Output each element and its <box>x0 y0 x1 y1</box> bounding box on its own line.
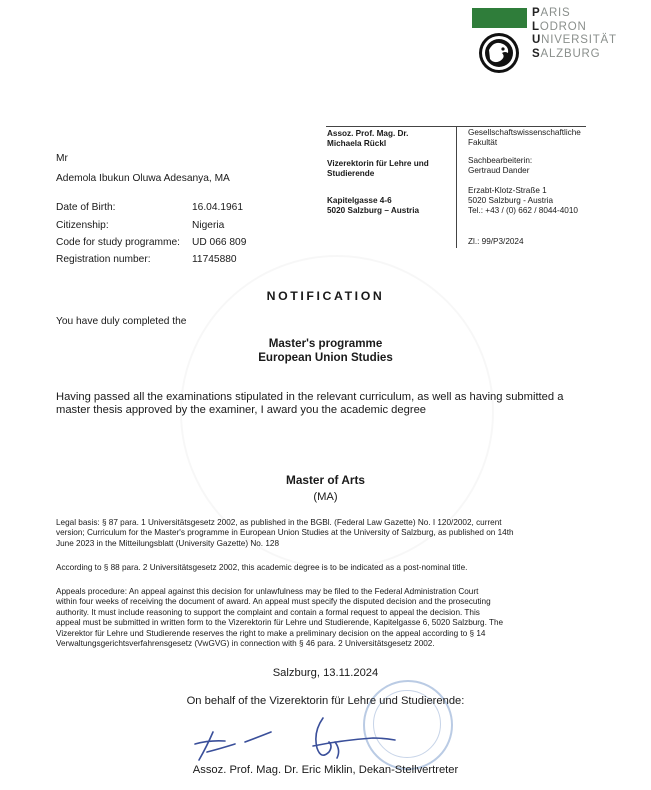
signatory-name: Assoz. Prof. Mag. Dr. Eric Miklin, Dekan-Stellvertreter <box>192 764 459 776</box>
faculty-address <box>468 186 578 216</box>
header-divider <box>456 126 457 248</box>
sender-address-line2: 5020 Salzburg – Austria <box>327 206 420 215</box>
signature-icon <box>185 712 425 767</box>
dob-label: Date of Birth: <box>56 202 116 213</box>
degree-title: Master of Arts <box>286 473 365 487</box>
sender-role <box>327 159 429 179</box>
sender-role-line2: Studierende <box>327 169 375 178</box>
programme-line1: Master's programme <box>268 337 383 350</box>
citizenship-value: Nigeria <box>192 220 225 231</box>
faculty-name <box>468 128 581 148</box>
recipient-salutation: Mr <box>56 153 68 164</box>
faculty-address-line1: Erzabt-Klotz-Straße 1 <box>468 186 547 195</box>
recipient-name: Ademola Ibukun Oluwa Adesanya, MA <box>56 173 230 184</box>
clerk-label: Sachbearbeiterin: <box>468 156 533 165</box>
appeal-line6: Verwaltungsgerichtsverfahrensgesetz (VwGVG) in connection with § 46 para. 2 Universitätsgesetz 2002. <box>56 639 435 649</box>
appeal-line1: Appeals procedure: An appeal against this decision for unlawfulness may be filed to the Federal Administration Court <box>56 587 479 596</box>
faculty-clerk <box>468 156 532 176</box>
sender-name-line2: Michaela Rückl <box>327 139 387 148</box>
award-line2: master thesis approved by the examiner, I award you the academic degree <box>56 404 427 417</box>
appeal-line3: authority. It must include reasoning to support the complaint and contain a formal request to appeal the decision. This <box>56 607 480 617</box>
dob-value: 16.04.1961 <box>192 202 243 213</box>
faculty-telephone: Tel.: +43 / (0) 662 / 8044-4010 <box>468 206 578 215</box>
registration-value: 11745880 <box>192 254 237 265</box>
logo-emblem-icon <box>472 8 527 78</box>
citizenship-label: Citizenship: <box>56 220 109 231</box>
legal-basis-line3: June 2023 in the Mitteilungsblatt (University Gazette) No. 128 <box>56 538 279 548</box>
legal-basis-line2: version; Curriculum for the Master's programme in European Union Studies at the University of Salzburg, as published on 14th <box>56 528 514 538</box>
faculty-name-line2: Fakultät <box>468 138 498 147</box>
programme-code-label: Code for study programme: <box>56 237 181 248</box>
legal-basis <box>56 518 596 549</box>
degree-abbreviation: (MA) <box>313 491 338 503</box>
legal-basis-line1: Legal basis: § 87 para. 1 Universitätsgesetz 2002, as published in the BGBl. (Federal Law Gazette) No. I 120/2002, current <box>56 518 502 527</box>
appeal-line5: Vizerektor für Lehre und Studierende reserves the right to make a preliminary decision on the appeal according to § 14 <box>56 628 486 638</box>
award-statement <box>56 391 596 418</box>
programme-name <box>0 337 651 365</box>
award-line1: Having passed all the examinations stipulated in the relevant curriculum, as well as having submitted a <box>56 391 564 403</box>
sender-address <box>327 196 419 216</box>
sender-address-line1: Kapitelgasse 4-6 <box>327 196 392 205</box>
appeals-procedure <box>56 587 596 649</box>
university-logo <box>472 8 527 78</box>
programme-code-value: UD 066 809 <box>192 237 247 248</box>
appeal-line2: within four weeks of receiving the document of award. An appeal must specify the disputed decision and the prosecuting <box>56 597 491 607</box>
faculty-name-line1: Gesellschaftswissenschaftliche <box>468 128 581 137</box>
faculty-address-line2: 5020 Salzburg - Austria <box>468 196 554 205</box>
programme-line2: European Union Studies <box>258 351 393 364</box>
logo-wordmark: PARIS LODRON UNIVERSITÄT SALZBURG <box>532 7 617 60</box>
reference-number: Zl.: 99/P3/2024 <box>468 237 524 246</box>
sender-name <box>327 129 408 149</box>
clerk-name: Gertraud Dander <box>468 166 530 175</box>
completed-intro: You have duly completed the <box>56 316 187 327</box>
registration-label: Registration number: <box>56 254 151 265</box>
appeal-line4: appeal must be submitted in written form to the Vizerektorin für Lehre und Studierende, Kapitelgasse 6, 5020 Salzburg. The <box>56 618 504 628</box>
sender-role-line1: Vizerektorin für Lehre und <box>327 159 429 168</box>
sender-name-line1: Assoz. Prof. Mag. Dr. <box>327 129 409 138</box>
on-behalf-line: On behalf of the Vizerektorin für Lehre und Studierende: <box>186 695 465 707</box>
notification-title: NOTIFICATION <box>266 289 385 303</box>
place-date: Salzburg, 13.11.2024 <box>272 667 379 679</box>
post-nominal-note: According to § 88 para. 2 Universitätsgesetz 2002, this academic degree is to be indicated as a post-nominal title. <box>56 563 468 572</box>
